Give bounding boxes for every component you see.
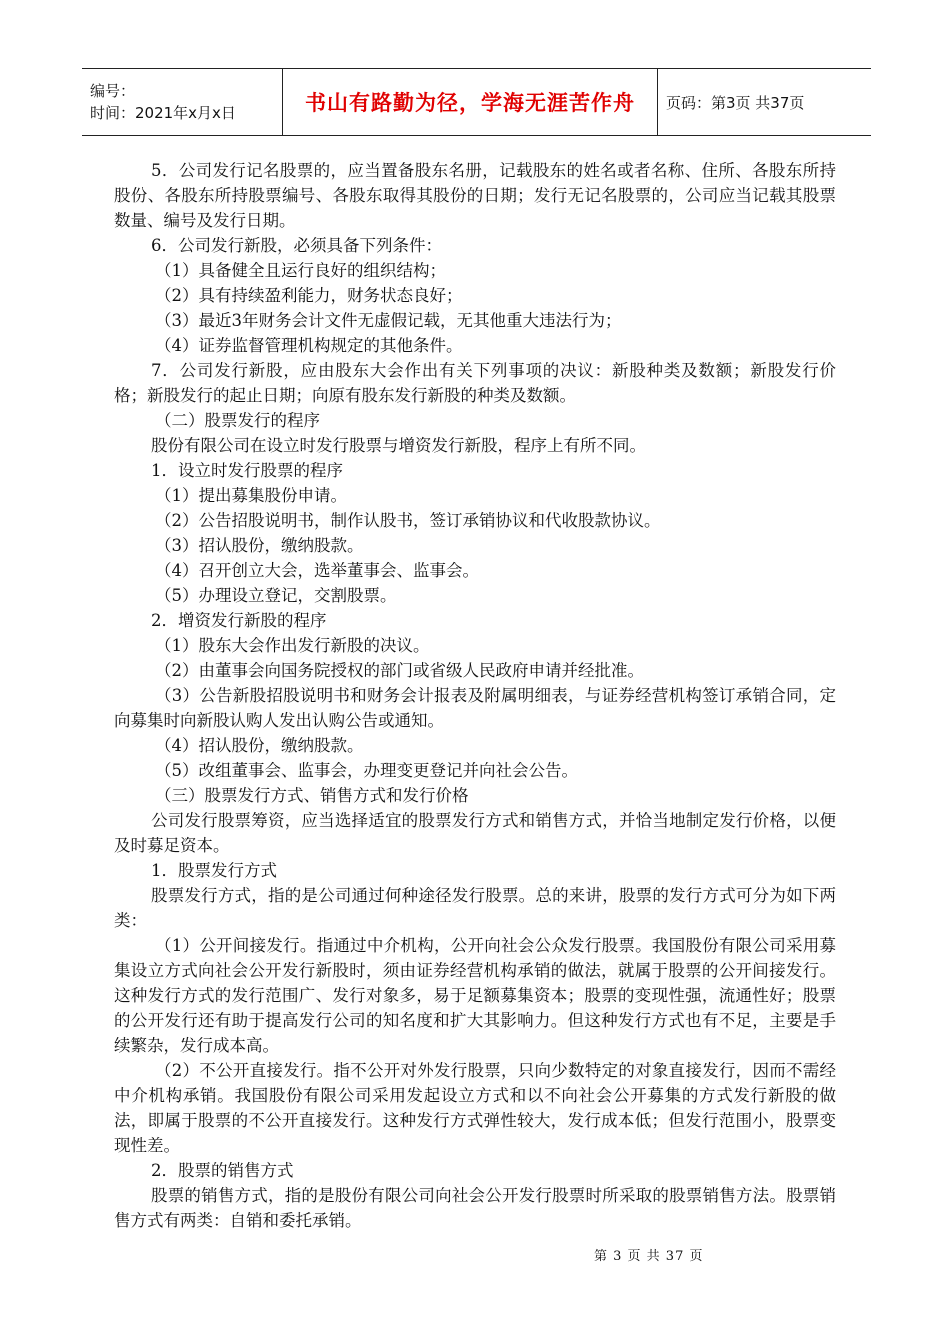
list-item: （4）证券监督管理机构规定的其他条件。	[155, 336, 463, 355]
paragraph: 股票发行方式，指的是公司通过何种途径发行股票。总的来讲，股票的发行方式可分为如下两类：	[114, 886, 836, 930]
paragraph: 公司发行股票筹资，应当选择适宜的股票发行方式和销售方式，并恰当地制定发行价格，以便及时募足资本。	[114, 811, 836, 855]
page-info-text: 页码：第3页 共37页	[666, 93, 805, 112]
section-heading: （二）股票发行的程序	[155, 411, 320, 430]
subsection-heading: 2．增资发行新股的程序	[151, 611, 327, 630]
document-number-label: 编号：	[90, 82, 136, 100]
page-header	[82, 68, 871, 136]
subsection-heading: 1．设立时发行股票的程序	[151, 461, 343, 480]
paragraph: （2）不公开直接发行。指不公开对外发行股票，只向少数特定的对象直接发行，因而不需经中介机构承销。我国股份有限公司采用发起设立方式和以不向社会公开募集的方式发行新股的做法，即属于股票的不公开直接发行。这种发行方式弹性较大，发行成本低；但发行范围小，股票变现性差。	[114, 1061, 836, 1155]
paragraph: 股份有限公司在设立时发行股票与增资发行新股，程序上有所不同。	[151, 436, 646, 455]
list-item: （2）具有持续盈利能力，财务状态良好；	[155, 286, 463, 305]
list-item: （1）提出募集股份申请。	[155, 486, 347, 505]
paragraph: 5．公司发行记名股票的，应当置备股东名册，记载股东的姓名或者名称、住所、各股东所持股份、各股东所持股票编号、各股东取得其股份的日期；发行无记名股票的，公司应当记载其股票数量、编号及发行日期。	[114, 161, 836, 230]
list-item: （5）办理设立登记，交割股票。	[155, 586, 397, 605]
document-body	[114, 158, 836, 1233]
header-page-info	[658, 69, 871, 135]
paragraph: 股票的销售方式，指的是股份有限公司向社会公开发行股票时所采取的股票销售方法。股票销售方式有两类：自销和委托承销。	[114, 1186, 836, 1230]
list-item: （2）公告招股说明书，制作认股书，签订承销协议和代收股款协议。	[155, 511, 661, 530]
paragraph: 6．公司发行新股，必须具备下列条件：	[151, 236, 442, 255]
list-item: （3）最近3年财务会计文件无虚假记载，无其他重大违法行为；	[155, 311, 622, 330]
list-item: （1）股东大会作出发行新股的决议。	[155, 636, 430, 655]
paragraph: （1）公开间接发行。指通过中介机构，公开向社会公众发行股票。我国股份有限公司采用募集设立方式向社会公开发行新股时，须由证券经营机构承销的做法，就属于股票的公开间接发行。这种发行方式的发行范围广、发行对象多，易于足额募集资本；股票的变现性强，流通性好；股票的公开发行还有助于提高发行公司的知名度和扩大其影响力。但这种发行方式也有不足，主要是手续繁杂，发行成本高。	[114, 936, 836, 1055]
list-item: （2）由董事会向国务院授权的部门或省级人民政府申请并经批准。	[155, 661, 644, 680]
subsection-heading: 1．股票发行方式	[151, 861, 277, 880]
header-meta	[82, 69, 283, 135]
motto-text: 书山有路勤为径，学海无涯苦作舟	[305, 91, 635, 115]
document-date: 时间：2021年x月x日	[90, 104, 236, 122]
page-footer: 第 3 页 共 37 页	[594, 1249, 704, 1264]
list-item: （3）公告新股招股说明书和财务会计报表及附属明细表，与证券经营机构签订承销合同，定向募集时向新股认购人发出认购公告或通知。	[114, 686, 836, 730]
list-item: （1）具备健全且运行良好的组织结构；	[155, 261, 446, 280]
list-item: （3）招认股份，缴纳股款。	[155, 536, 364, 555]
header-motto	[283, 69, 658, 135]
list-item: （4）召开创立大会，选举董事会、监事会。	[155, 561, 479, 580]
list-item: （4）招认股份，缴纳股款。	[155, 736, 364, 755]
section-heading: （三）股票发行方式、销售方式和发行价格	[155, 786, 469, 805]
list-item: （5）改组董事会、监事会，办理变更登记并向社会公告。	[155, 761, 578, 780]
subsection-heading: 2．股票的销售方式	[151, 1161, 294, 1180]
paragraph: 7．公司发行新股，应由股东大会作出有关下列事项的决议：新股种类及数额；新股发行价格；新股发行的起止日期；向原有股东发行新股的种类及数额。	[114, 361, 836, 405]
